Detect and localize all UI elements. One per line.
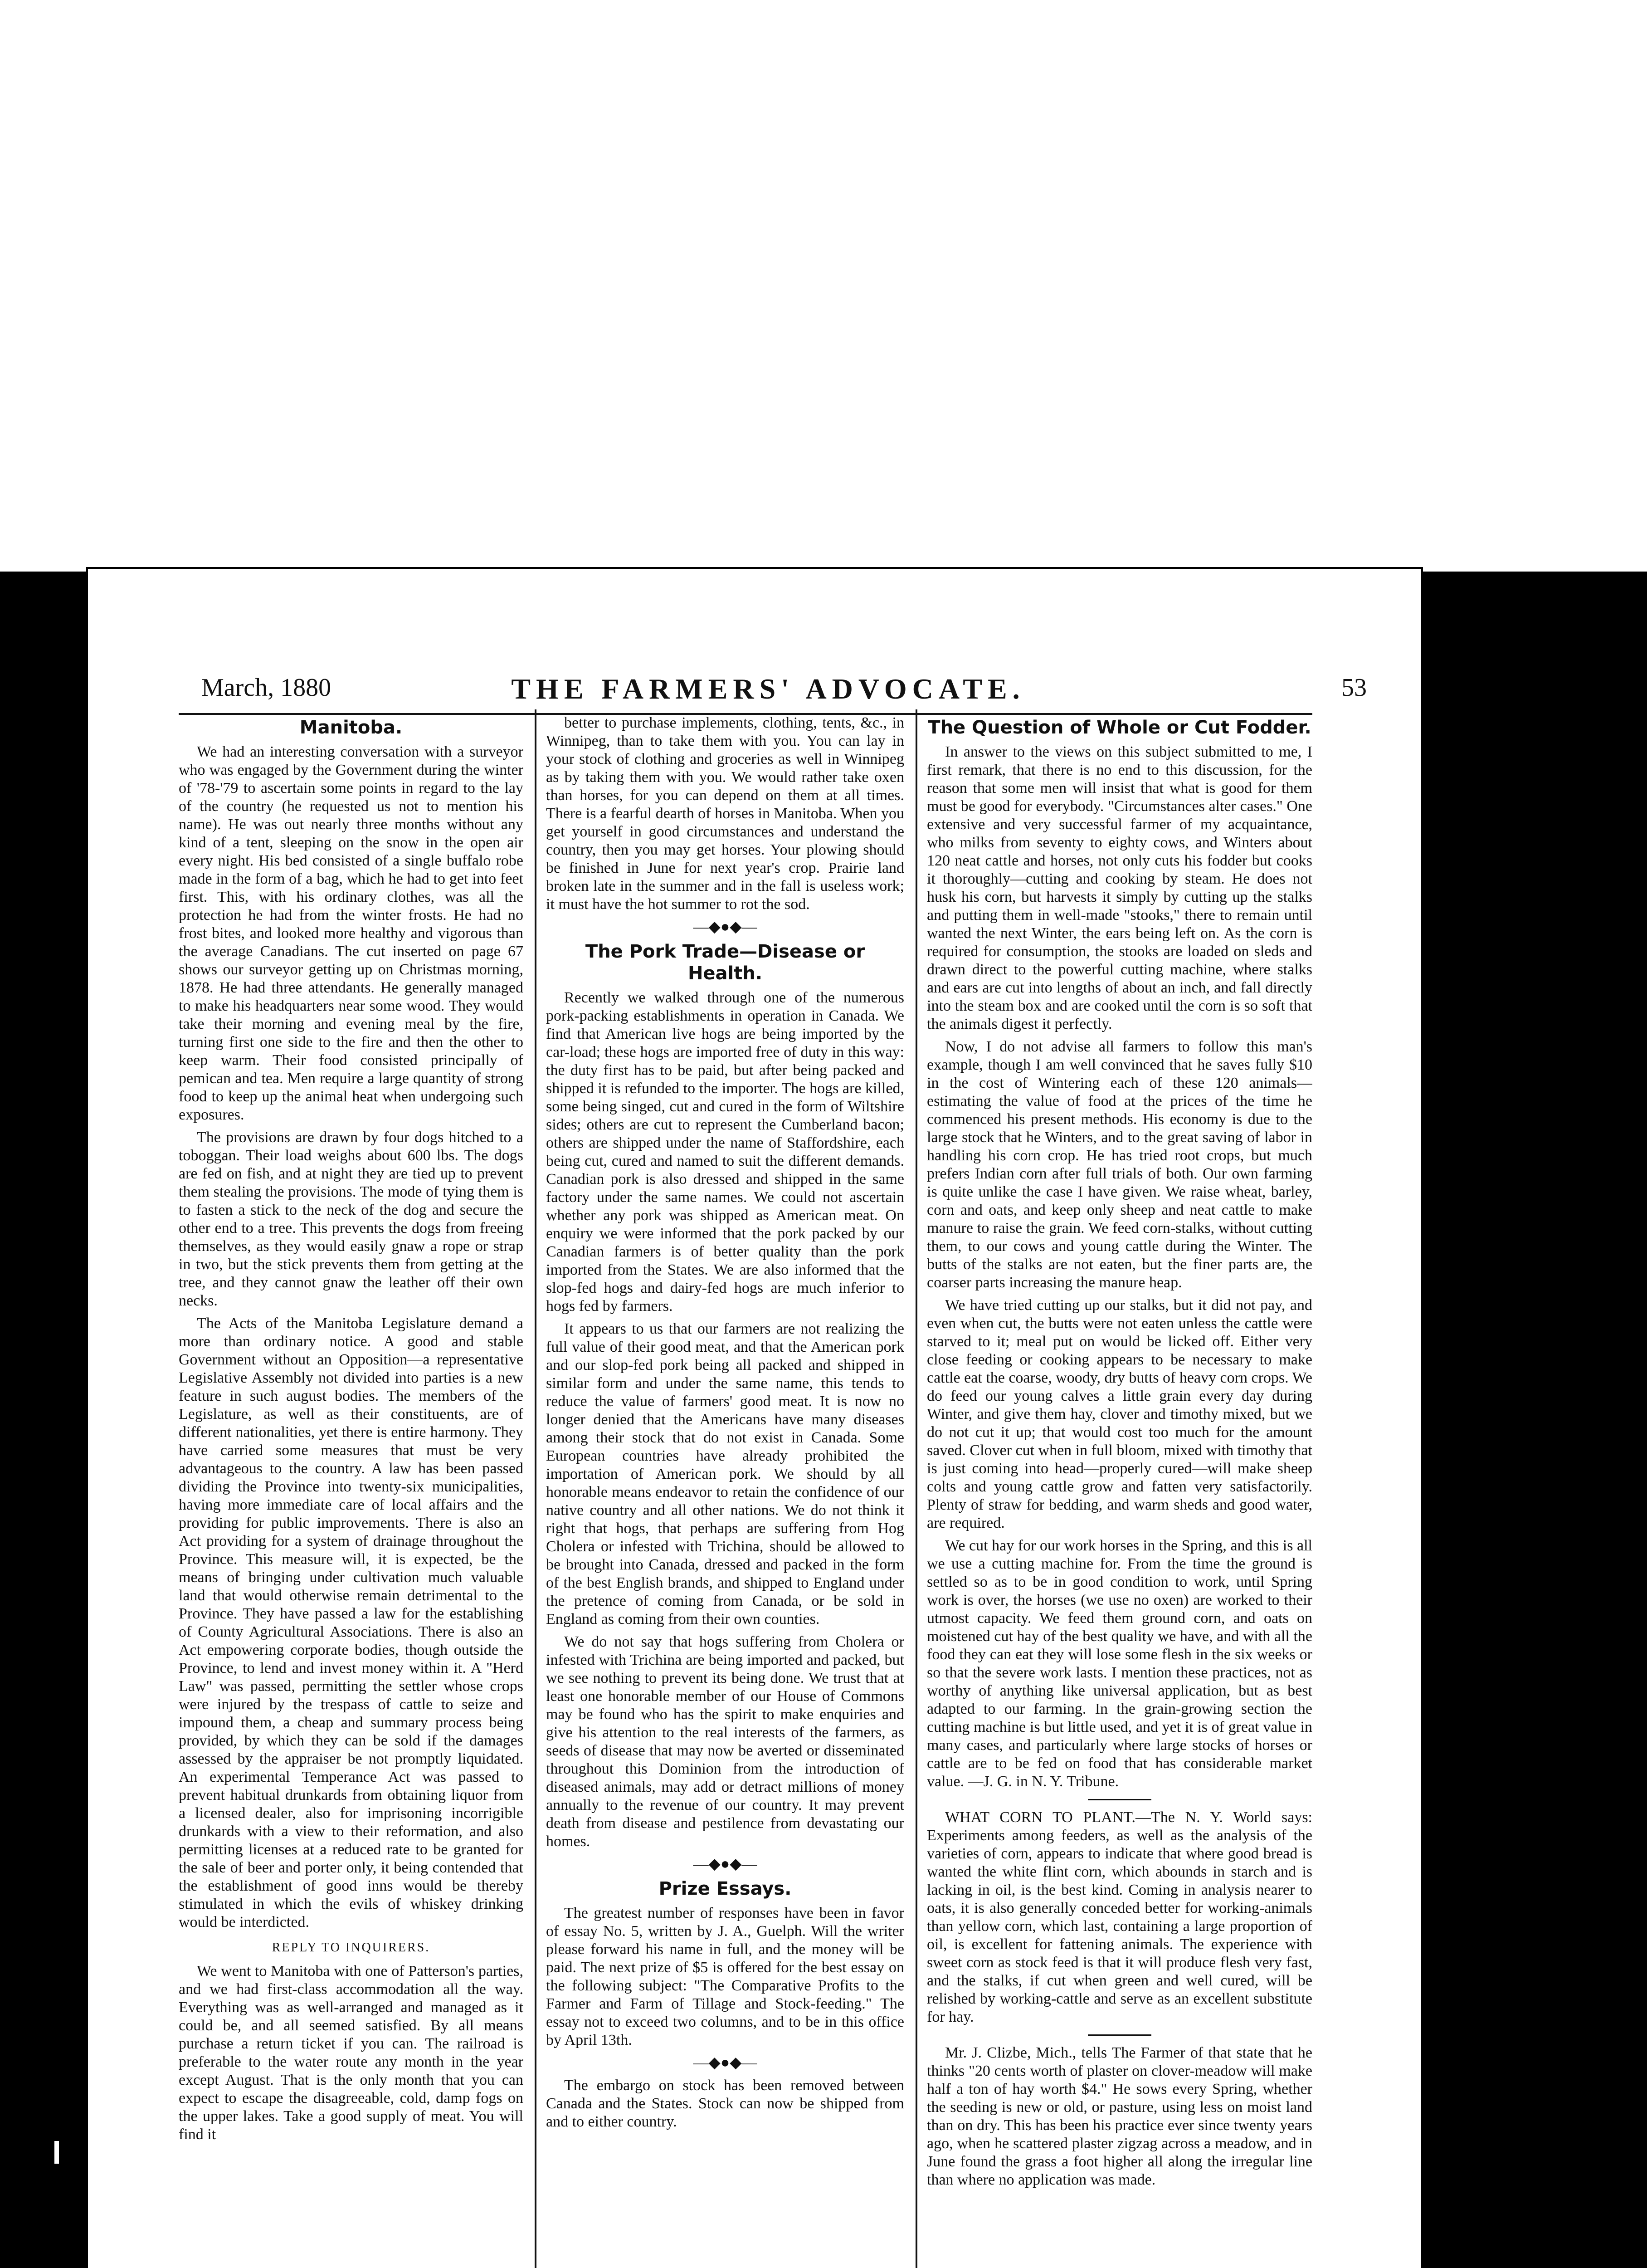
paragraph: We do not say that hogs suffering from Cholera or infested with Trichina are being imported and packed, but we see nothing to prevent its being done. We trust that at least one honorable member of our House of Commons may be found who has the spirit to make enquiries and give his attention to the real interests of the farmers, as seeds of disease that may now be averted or disseminated throughout this Dominion from the introduction of diseased animals, may add or detract millions of money annually to the revenue of our country. It may prevent death from disease and pestilence from devastating our homes. xyxy=(546,1633,904,1850)
top-margin xyxy=(0,0,1647,572)
article-title-fodder: The Question of Whole or Cut Fodder. xyxy=(928,717,1311,738)
paragraph: We went to Manitoba with one of Patterson's parties, and we had first-class accommodation all the way. Everything was as well-arranged and managed as it could be, and all seemed satisfied. By all means purchase a return ticket if you can. The railroad is preferable to the water route any month in the year except August. That is the only month that you can expect to escape the disagreeable, cold, damp fogs on the upper lakes. Take a good supply of meat. You will find it xyxy=(179,1963,523,2143)
ornament-divider: —◆●◆— xyxy=(693,1856,757,1872)
newspaper-page xyxy=(86,567,1423,2268)
column-pork-trade xyxy=(546,714,904,2268)
short-divider xyxy=(1088,2034,1151,2036)
paragraph: The Acts of the Manitoba Legislature demand a more than ordinary notice. A good and stable Government without an Opposition—a representative Legislative Assembly not divided into parties is a new feature in such august bodies. The members of the Legislature, as well as their constituents, are of different nationalities, yet there is entire harmony. They have carried some measures that must be very advantageous to the country. A law has been passed dividing the Province into twenty-six municipalities, having more immediate care of local affairs and the providing for public improvements. There is also an Act providing for a system of drainage throughout the Province. This measure will, it is expected, be the means of bringing under cultivation much valuable land that would otherwise remain detrimental to the Province. They have passed a law for the establishing of County Agricultural Associations. There is also an Act empowering corporate bodies, though outside the Province, to lend and invest money within it. A "Herd Law" was passed, permitting the settler whose crops were injured by the trespass of cattle to seize and impound them, a cheap and summary process being provided, by which they can be sold if the damages assessed by the appraiser be not promptly liquidated. An experimental Temperance Act was passed to prevent habitual drunkards from obtaining liquor from a licensed dealer, also for imprisoning incorrigible drunkards with a view to their reformation, and also permitting licenses at a reduced rate to be granted for the sale of beer and porter only, it being contended that the establishment of good inns would be thereby stimulated in which the evils of whiskey drinking would be interdicted. xyxy=(179,1315,523,1931)
paragraph: It appears to us that our farmers are not realizing the full value of their good meat, and that the American pork and our slop-fed pork being all packed and shipped in similar form and under the same name, this tends to reduce the value of farmers' good meat. It is now no longer denied that the Americans have many diseases among their stock that do not exist in Canada. Some European countries have already prohibited the importation of American pork. We should by all honorable means endeavor to retain the confidence of our native country and all other nations. We do not think it right that hogs, that perhaps are suffering from Hog Cholera or infested with Trichina, should be allowed to be brought into Canada, dressed and packed in the form of the best English brands, and shipped to England under the pretence of coming from Canada, or be sold in England as coming from their own counties. xyxy=(546,1320,904,1628)
short-divider xyxy=(1088,1799,1151,1800)
issue-date: March, 1880 xyxy=(201,674,331,702)
page-header xyxy=(201,673,1367,714)
article-title-manitoba: Manitoba. xyxy=(299,717,403,738)
subheading-reply: REPLY TO INQUIRERS. xyxy=(272,1941,430,1955)
paragraph: better to purchase implements, clothing, tents, &c., in Winnipeg, than to take them with you. You can lay in your stock of clothing and groceries as well in Winnipeg as by taking them with you. We would rather take oxen than horses, for you can depend on them at all times. There is a fearful dearth of horses in Manitoba. When you get yourself in good circumstances and understand the country, then you may get horses. Your plowing should be finished in June for next year's crop. Prairie land broken late in the summer and in the fall is useless work; it must have the hot summer to rot the sod. xyxy=(546,714,904,913)
ornament-divider: —◆●◆— xyxy=(693,2054,757,2071)
column-fodder xyxy=(927,714,1312,2268)
paragraph: Now, I do not advise all farmers to follow this man's example, though I am well convinced that he saves fully $10 in the cost of Wintering each of these 120 animals—estimating the value of food at the prices of the time he commenced his present methods. His economy is due to the large stock that he Winters, and to the great saving of labor in handling his corn crop. He has tried root crops, but much prefers Indian corn after full trials of both. Our own farming is quite unlike the case I have given. We raise wheat, barley, corn and oats, and keep only sheep and neat cattle to make manure to raise the grain. We feed corn-stalks, without cutting them, to our cows and young cattle during the Winter. The butts of the stalks are not eaten, but the finer parts are, the coarser parts increasing the manure heap. xyxy=(927,1038,1312,1291)
masthead-title: THE FARMERS' ADVOCATE. xyxy=(511,673,1025,705)
column-rule-2 xyxy=(916,709,917,2268)
paragraph: The greatest number of responses have been in favor of essay No. 5, written by J. A., Guelph. Will the writer please forward his name in full, and the money will be paid. The next prize of $5 is offered for the best essay on the following subject: "The Comparative Profits to the Farmer and Farm of Tillage and Stock-feeding." The essay not to exceed two columns, and to be in this office by April 13th. xyxy=(546,1905,904,2048)
paragraph: We cut hay for our work horses in the Spring, and this is all we use a cutting machine for. From the time the ground is settled so as to be in good condition to work, until Spring work is over, the horses (we use no oxen) are worked to their utmost capacity. We feed them ground corn, and oats on moistened cut hay of the best quality we have, and with all the food they can eat they will lose some flesh in the six weeks or so that the severe work lasts. I mention these practices, not as worthy of anything like universal application, but as best adapted to our farming. In the grain-growing section the cutting machine is but little used, and yet it is of great value in many cases, and particularly where large stocks of horses or cattle are to be fed on food that has considerable market value. —J. G. in N. Y. Tribune. xyxy=(927,1537,1312,1790)
column-rule-1 xyxy=(535,709,536,2268)
paragraph: In answer to the views on this subject submitted to me, I first remark, that there is no end to this discussion, for the reason that some men will insist that what is good for them must be good for everybody. "Circumstances alter cases." One extensive and very successful farmer of my acquaintance, who milks from seventy to eighty cows, and Winters about 120 neat cattle and horses, not only cuts his fodder but cooks it thoroughly—cutting and cooking by steam. He does not husk his corn, but harvests it simply by cutting up the stalks and putting them in well-made "stooks," there to remain until wanted the next Winter, the ears being left on. As the corn is required for consumption, the stooks are loaded on sleds and drawn direct to the powerful cutting machine, where stalks and ears are cut into lengths of about an inch, and fall directly into the steam box and are cooked until the corn is so soft that the animals digest it perfectly. xyxy=(927,743,1312,1032)
paragraph: WHAT CORN TO PLANT.—The N. Y. World says: Experiments among feeders, as well as the analysis of the varieties of corn, appears to indicate that where good bread is wanted the white flint corn, which abounds in starch and is lacking in oil, is the best kind. Coming in analysis nearer to oats, it is also generally conceded better for working-animals than yellow corn, which last, containing a large proportion of oil, is excellent for fattening animals. The experience with sweet corn as stock feed is that it will produce flesh very fast, and the stalks, if cut when green and well cured, will be relished by working-cattle and serve as an excellent substitute for hay. xyxy=(927,1809,1312,2025)
paragraph: Recently we walked through one of the numerous pork-packing establishments in operation in Canada. We find that American live hogs are being imported by the car-load; these hogs are imported free of duty in this way: the duty first has to be paid, but after being packed and shipped it is refunded to the importer. The hogs are killed, some being singed, cut and cured in the form of Wiltshire sides; others are cut to represent the Cumberland bacon; others are shipped under the name of Staffordshire, each being cut, cured and named to suit the different demands. Canadian pork is also dressed and shipped in the same factory under the same names. We could not ascertain whether any pork was shipped as American meat. On enquiry we were informed that the pork packed by our Canadian farmers is of better quality than the pork imported from the States. We are also informed that the slop-fed hogs and dairy-fed hogs are much inferior to hogs fed by farmers. xyxy=(546,989,904,1315)
column-manitoba xyxy=(179,714,523,2268)
article-title-pork: The Pork Trade—Disease or Health. xyxy=(585,941,865,984)
article-title-prize: Prize Essays. xyxy=(658,1878,792,1899)
ornament-divider: —◆●◆— xyxy=(693,919,757,935)
page-number: 53 xyxy=(1341,674,1367,702)
paragraph: We have tried cutting up our stalks, but it did not pay, and even when cut, the butts were not eaten unless the cattle were starved to it; meal put on would be licked off. Either very close feeding or cooking appears to be necessary to make cattle eat the coarse, woody, dry butts of heavy corn crops. We do feed our young calves a little grain every day during Winter, and give them hay, clover and timothy mixed, but we do not cut it up; that would cost too much for the amount saved. Clover cut when in full bloom, mixed with timothy that is just coming into head—properly cured—will make sheep colts and young cattle grow and fatten very satisfactorily. Plenty of straw for bedding, and warm sheds and good water, are required. xyxy=(927,1297,1312,1531)
paragraph: The provisions are drawn by four dogs hitched to a toboggan. Their load weighs about 600 lbs. The dogs are fed on fish, and at night they are tied up to prevent them stealing the provisions. The mode of tying them is to fasten a stick to the neck of the dog and secure the other end to a tree. This prevents the dogs from freeing themselves, as they would easily gnaw a rope or strap in two, but the stick prevents them from getting at the tree, and they cannot gnaw the leather off their own necks. xyxy=(179,1129,523,1309)
paragraph: The embargo on stock has been removed between Canada and the States. Stock can now be shipped from and to either country. xyxy=(546,2077,904,2130)
paragraph: Mr. J. Clizbe, Mich., tells The Farmer of that state that he thinks "20 cents worth of plaster on clover-meadow will make half a ton of hay worth $4." He sows every Spring, whether the seeding is new or old, or pasture, using less on moist land than on dry. This has been his practice ever since twenty years ago, when he scattered plaster zigzag across a meadow, and in June found the grass a foot higher all along the irregular line than where no application was made. xyxy=(927,2044,1312,2188)
scan-margin-mark xyxy=(54,2141,59,2164)
paragraph: We had an interesting conversation with a surveyor who was engaged by the Government during the winter of '78-'79 to ascertain some points in regard to the lay of the country (he requested us not to mention his name). He was out nearly three months without any kind of a tent, sleeping on the snow in the open air every night. His bed consisted of a single buffalo robe made in the form of a bag, which he had to get into feet first. This, with his ordinary clothes, was all the protection he had from the winter frosts. He had no frost bites, and looked more healthy and vigorous than the average Canadians. The cut inserted on page 67 shows our surveyor getting up on Christmas morning, 1878. He had three attendants. He generally managed to make his headquarters near some wood. They would take their morning and evening meal by the fire, turning first one side to the fire and then the other to keep warm. Their food consisted principally of pemican and tea. Men require a large quantity of strong food to keep up the animal heat when undergoing such exposures. xyxy=(179,743,523,1123)
